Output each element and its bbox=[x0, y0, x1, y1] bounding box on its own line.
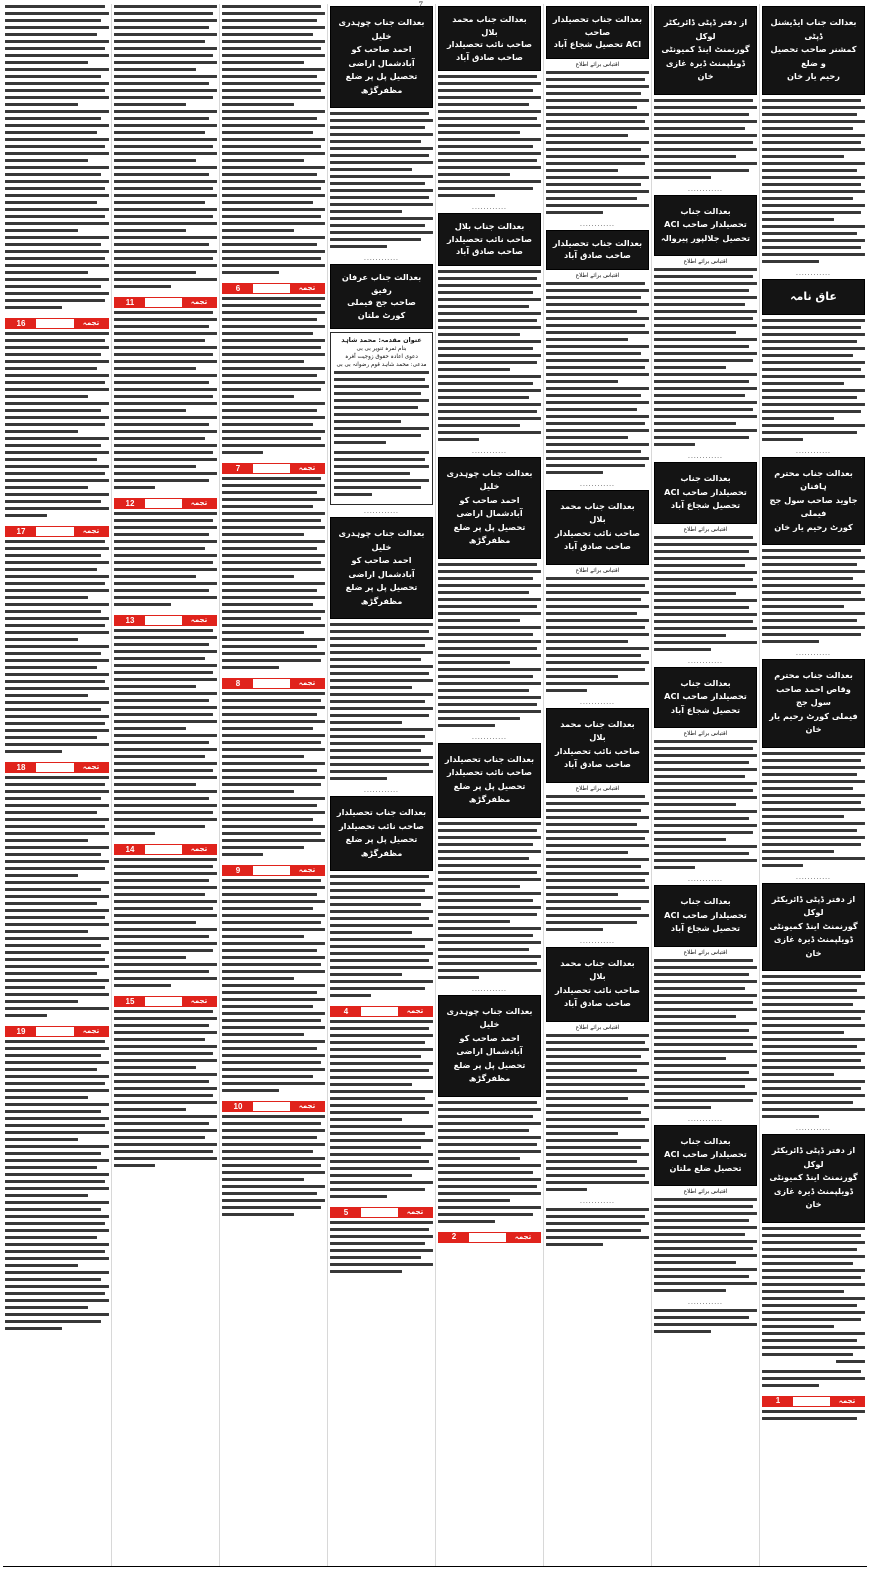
jump-bar[interactable] bbox=[222, 463, 325, 474]
notice-body bbox=[114, 310, 217, 495]
notice-kicker: اقتباس برائے اطلاع bbox=[575, 1024, 620, 1031]
notice-body bbox=[438, 74, 541, 203]
headline-line: تحصیل پل پر ضلع مظفرگڑھ bbox=[345, 582, 418, 606]
jump-label: تجمہ bbox=[290, 464, 324, 473]
notice-separator: ............ bbox=[688, 453, 723, 460]
notice-body bbox=[654, 1308, 757, 1339]
column-grid bbox=[3, 4, 867, 1566]
notice-body bbox=[5, 4, 109, 315]
column-2 bbox=[651, 4, 759, 1566]
headline-line: تحصیلدار صاحب ACI bbox=[664, 219, 747, 229]
headline-line: تحصیل پل پر ضلع مظفرگڑھ bbox=[453, 521, 526, 545]
case-title bbox=[334, 336, 429, 344]
notice-body bbox=[114, 4, 217, 294]
jump-gap bbox=[36, 527, 74, 536]
case-title-label: عنوان مقدمہ: bbox=[378, 336, 422, 344]
headline-line: بعدالت جناب محمد بلال bbox=[560, 718, 635, 742]
jump-label: تجمہ bbox=[182, 298, 216, 307]
notice-body bbox=[654, 1197, 757, 1298]
notice-body bbox=[114, 511, 217, 612]
notice-body bbox=[222, 1114, 325, 1222]
headline-line: بعدالت جناب محترم ہافنان bbox=[774, 467, 853, 491]
notice-separator: ............ bbox=[796, 1125, 831, 1132]
jump-gap bbox=[145, 616, 182, 625]
notice-body bbox=[114, 1009, 217, 1173]
notice-kicker: اقتباس برائے اطلاع bbox=[575, 272, 620, 279]
jump-gap bbox=[253, 284, 290, 293]
headline-box bbox=[546, 708, 649, 783]
notice-body bbox=[762, 751, 865, 873]
headline-box bbox=[762, 883, 865, 972]
headline-line: بعدالت جناب بلال bbox=[454, 221, 525, 231]
notice-body bbox=[762, 548, 865, 649]
notice-kicker: اقتباس برائے اطلاع bbox=[683, 731, 728, 737]
notice-body bbox=[330, 1220, 433, 1279]
headline-line: صاحب صادق آباد bbox=[564, 250, 631, 260]
headline-line: تحصیل جلالپور پیروالہ bbox=[660, 232, 751, 243]
headline-box bbox=[762, 6, 865, 95]
headline-line: احمد صاحب کو آبادشمال اراضی bbox=[456, 1032, 523, 1056]
jump-bar[interactable] bbox=[438, 1232, 541, 1243]
case-plaintiff bbox=[334, 362, 429, 368]
headline-line: احمد صاحب کو آبادشمال اراضی bbox=[348, 555, 415, 579]
jump-label: تجمہ bbox=[398, 1208, 432, 1217]
notice-body bbox=[762, 318, 865, 447]
headline-line: ڈویلپمنٹ ڈیرہ غازی خان bbox=[773, 1185, 854, 1209]
jump-label: تجمہ bbox=[74, 1027, 108, 1036]
jump-label: تجمہ bbox=[182, 499, 216, 508]
jump-bar[interactable] bbox=[330, 1006, 433, 1017]
jump-bar[interactable] bbox=[5, 318, 109, 329]
headline-line: از دفتر ڈپٹی ڈائریکٹر لوکل bbox=[771, 893, 856, 917]
column-5 bbox=[327, 4, 435, 1566]
headline-line: از دفتر ڈپٹی ڈائریکٹر لوکل bbox=[663, 17, 748, 41]
headline-line: بعدالت جناب تحصیلدار bbox=[444, 753, 535, 764]
case-title-value: محمد شاہد bbox=[341, 336, 377, 344]
notice-body bbox=[5, 1039, 109, 1336]
jump-label: تجمہ bbox=[74, 319, 108, 328]
notice-body bbox=[5, 331, 109, 523]
headline-box bbox=[654, 6, 757, 95]
headline-line: رحیم یار خان bbox=[787, 71, 840, 81]
notice-body bbox=[222, 878, 325, 1098]
notice-body bbox=[438, 562, 541, 733]
notice-body bbox=[334, 450, 429, 502]
jump-number: 11 bbox=[115, 298, 145, 307]
notice-kicker: اقتباس برائے اطلاع bbox=[683, 1189, 728, 1195]
headline-line: صاحب نائب تحصیلدار bbox=[446, 767, 533, 777]
case-plaintiff-label: مدعی: bbox=[410, 362, 427, 368]
headline-line: تحصیلدار صاحب ACI bbox=[664, 691, 747, 701]
jump-gap bbox=[36, 319, 74, 328]
jump-bar[interactable] bbox=[222, 865, 325, 876]
notice-kicker: اقتباس برائے اطلاع bbox=[575, 785, 620, 792]
headline-line: بعدالت جناب چوہدری خلیل bbox=[446, 1005, 533, 1029]
headline-line: فیملی کورٹ رحیم یار خان bbox=[769, 710, 858, 734]
headline-box bbox=[762, 659, 865, 748]
jump-label: تجمہ bbox=[830, 1397, 864, 1406]
headline-line: جاوید صاحب سول جج فیملی bbox=[769, 494, 858, 518]
jump-gap bbox=[36, 1027, 74, 1036]
headline-line: عاق نامہ bbox=[790, 289, 837, 303]
jump-bar[interactable] bbox=[114, 996, 217, 1007]
notice-separator: ............ bbox=[580, 698, 615, 706]
jump-gap bbox=[253, 866, 290, 875]
headline-box bbox=[330, 264, 433, 329]
jump-bar[interactable] bbox=[114, 297, 217, 308]
headline-box bbox=[330, 517, 433, 619]
case-party-line: بنام ثمرہ تنویر بی بی bbox=[356, 346, 407, 352]
column-7 bbox=[111, 4, 219, 1566]
jump-number: 15 bbox=[115, 997, 145, 1006]
jump-bar[interactable] bbox=[762, 1396, 865, 1407]
headline-box bbox=[438, 213, 541, 266]
jump-label: تجمہ bbox=[290, 866, 324, 875]
jump-label: تجمہ bbox=[290, 1102, 324, 1111]
jump-gap bbox=[253, 464, 290, 473]
notice-body bbox=[546, 70, 649, 220]
notice-kicker: اقتباس برائے اطلاع bbox=[575, 567, 620, 574]
column-6 bbox=[219, 4, 327, 1566]
headline-line: بعدالت جناب چوہدری خلیل bbox=[446, 467, 533, 491]
jump-number: 6 bbox=[223, 284, 253, 293]
notice-body bbox=[5, 775, 109, 1023]
headline-line: بعدالت جناب تحصیلدار bbox=[336, 807, 427, 817]
headline-line: احمد صاحب کو آبادشمال اراضی bbox=[456, 494, 523, 518]
notice-separator: ............ bbox=[364, 255, 399, 262]
jump-number: 14 bbox=[115, 845, 145, 854]
case-subject-line: دعوی اعادہ حقوق زوجیت آفرہ bbox=[345, 354, 418, 360]
notice-separator: ............ bbox=[796, 269, 831, 277]
jump-bar[interactable] bbox=[114, 498, 217, 509]
headline-box bbox=[546, 230, 649, 270]
headline-line: بعدالت جناب محترم bbox=[774, 670, 853, 680]
headline-box bbox=[438, 457, 541, 559]
notice-body bbox=[222, 476, 325, 675]
headline-box bbox=[654, 1125, 757, 1187]
headline-line: ACI تحصیل شجاع آباد bbox=[553, 39, 642, 49]
notice-body bbox=[438, 821, 541, 985]
jump-bar[interactable] bbox=[222, 1101, 325, 1112]
jump-label: تجمہ bbox=[182, 845, 216, 854]
headline-line: صاحب صادق آباد bbox=[456, 51, 523, 62]
notice-separator: ............ bbox=[796, 650, 831, 657]
notice-kicker: اقتباس برائے اطلاع bbox=[683, 259, 728, 265]
notice-separator: ............ bbox=[472, 204, 507, 211]
headline-line: بعدالت جناب bbox=[680, 1135, 731, 1146]
jump-number: 13 bbox=[115, 616, 145, 625]
notice-separator: ............ bbox=[688, 1299, 723, 1306]
headline-line: تحصیل پل پر ضلع مظفرگڑھ bbox=[345, 71, 418, 95]
notice-body bbox=[546, 794, 649, 937]
notice-separator: ............ bbox=[796, 447, 831, 455]
jump-label: تجمہ bbox=[182, 997, 216, 1006]
headline-line: صاحب نائب تحصیلدار bbox=[554, 527, 641, 538]
notice-separator: ............ bbox=[580, 1197, 615, 1205]
headline-line: بعدالت جناب bbox=[680, 896, 731, 906]
headline-line: صاحب صادق آباد bbox=[564, 759, 631, 769]
headline-line: بعدالت جناب تحصیلدار bbox=[552, 237, 643, 248]
column-4 bbox=[435, 4, 543, 1566]
jump-label: تجمہ bbox=[290, 679, 324, 688]
notice-body bbox=[330, 1019, 433, 1204]
notice-body bbox=[330, 111, 433, 254]
headline-line: احمد صاحب کو آبادشمال اراضی bbox=[348, 44, 415, 68]
headline-line: تحصیلدار صاحب ACI bbox=[664, 909, 747, 920]
notice-kicker: اقتباس برائے اطلاع bbox=[683, 949, 728, 956]
headline-box bbox=[654, 462, 757, 524]
notice-body bbox=[330, 874, 433, 1003]
headline-line: گورنمنٹ اینڈ کمیونٹی bbox=[661, 44, 750, 54]
jump-label: تجمہ bbox=[398, 1007, 432, 1016]
notice-separator: ............ bbox=[364, 508, 399, 515]
headline-box bbox=[762, 457, 865, 546]
jump-gap bbox=[145, 298, 182, 307]
notice-body bbox=[114, 628, 217, 841]
headline-line: صاحب نائب تحصیلدار bbox=[446, 233, 533, 244]
notice-separator: ............ bbox=[688, 657, 723, 665]
notice-separator: ............ bbox=[472, 985, 507, 993]
notice-body bbox=[654, 98, 757, 185]
notice-body bbox=[762, 974, 865, 1124]
jump-bar[interactable] bbox=[114, 844, 217, 855]
jump-number: 12 bbox=[115, 499, 145, 508]
headline-line: بعدالت جناب محمد بلال bbox=[560, 957, 635, 981]
jump-number: 17 bbox=[6, 527, 36, 536]
notice-body bbox=[762, 1369, 865, 1393]
notice-separator: ............ bbox=[580, 480, 615, 488]
headline-line: تحصیلدار صاحب ACI bbox=[664, 486, 747, 497]
jump-number: 8 bbox=[223, 679, 253, 688]
column-3 bbox=[543, 4, 651, 1566]
notice-body bbox=[762, 1409, 865, 1426]
headline-box bbox=[546, 6, 649, 59]
jump-number: 9 bbox=[223, 866, 253, 875]
headline-box bbox=[762, 279, 865, 315]
headline-line: تحصیل پل پر ضلع مظفرگڑھ bbox=[345, 834, 418, 858]
jump-label: تجمہ bbox=[182, 616, 216, 625]
notice-kicker: اقتباس برائے اطلاع bbox=[683, 526, 728, 533]
headline-line: تحصیل شجاع آباد bbox=[670, 500, 741, 510]
headline-line: بعدالت جناب چوہدری خلیل bbox=[338, 17, 425, 41]
jump-label: تجمہ bbox=[74, 527, 108, 536]
headline-line: تحصیل پل پر ضلع مظفرگڑھ bbox=[453, 1059, 526, 1083]
headline-box bbox=[654, 667, 757, 729]
case-plaintiff-value: محمد شاہد قوم رضوانہ بی بی bbox=[336, 362, 409, 368]
jump-number: 16 bbox=[6, 319, 36, 328]
headline-line: صاحب صادق آباد bbox=[456, 246, 523, 256]
headline-line: صاحب نائب تحصیلدار bbox=[554, 745, 641, 756]
jump-gap bbox=[145, 499, 182, 508]
case-block bbox=[330, 332, 433, 505]
jump-number: 5 bbox=[331, 1208, 361, 1217]
notice-separator: ............ bbox=[580, 937, 615, 945]
headline-line: تحصیل ضلع ملتان bbox=[669, 1162, 742, 1173]
headline-line: بعدالت جناب bbox=[680, 677, 731, 688]
notice-body bbox=[438, 1100, 541, 1229]
headline-box bbox=[438, 995, 541, 1097]
headline-line: صاحب صادق آباد bbox=[564, 998, 631, 1008]
notice-body bbox=[546, 1207, 649, 1252]
headline-line: بعدالت جناب عرفان رفیق bbox=[341, 272, 422, 295]
jump-gap bbox=[145, 845, 182, 854]
headline-line: بعدالت جناب bbox=[680, 473, 731, 483]
footer-rule bbox=[3, 1566, 867, 1567]
notice-separator: ............ bbox=[688, 876, 723, 883]
page-folio: 7 bbox=[418, 0, 423, 10]
notice-body bbox=[114, 857, 217, 993]
jump-bar[interactable] bbox=[5, 762, 109, 773]
jump-number: 1 bbox=[763, 1397, 793, 1406]
jump-number: 18 bbox=[6, 763, 36, 772]
notice-body bbox=[222, 4, 325, 280]
jump-gap bbox=[36, 763, 74, 772]
headline-line: تحصیلدار صاحب ACI bbox=[664, 1149, 747, 1159]
jump-bar[interactable] bbox=[330, 1207, 433, 1218]
notice-body bbox=[330, 622, 433, 786]
headline-line: بعدالت جناب bbox=[680, 205, 731, 216]
notice-separator: ............ bbox=[796, 873, 831, 881]
headline-line: بعدالت جناب چوہدری خلیل bbox=[338, 528, 425, 552]
notice-body bbox=[5, 539, 109, 759]
headline-box bbox=[438, 743, 541, 818]
jump-number: 19 bbox=[6, 1027, 36, 1036]
notice-body bbox=[546, 281, 649, 480]
notice-body bbox=[546, 1033, 649, 1197]
notice-body bbox=[762, 98, 865, 269]
headline-line: صاحب صادق آباد bbox=[564, 541, 631, 551]
headline-box bbox=[546, 947, 649, 1022]
headline-box bbox=[762, 1134, 865, 1223]
jump-number: 4 bbox=[331, 1007, 361, 1016]
notice-body bbox=[222, 296, 325, 460]
jump-number: 7 bbox=[223, 464, 253, 473]
jump-label: تجمہ bbox=[506, 1233, 540, 1242]
headline-line: بعدالت جناب محمد بلال bbox=[560, 500, 635, 524]
headline-line: گورنمنٹ اینڈ کمیونٹی bbox=[769, 1172, 858, 1182]
headline-line: تحصیل پل پر ضلع مظفرگڑھ bbox=[453, 780, 526, 804]
jump-bar[interactable] bbox=[5, 526, 109, 537]
headline-line: بعدالت جناب تحصیلدار صاحب bbox=[552, 14, 643, 37]
headline-line: گورنمنٹ اینڈ کمیونٹی bbox=[769, 920, 858, 931]
jump-gap bbox=[361, 1007, 398, 1016]
notice-separator: ............ bbox=[580, 220, 615, 228]
notice-body bbox=[654, 958, 757, 1115]
jump-gap bbox=[361, 1208, 398, 1217]
headline-box bbox=[654, 195, 757, 257]
notice-separator: ............ bbox=[688, 185, 723, 193]
headline-line: از دفتر ڈپٹی ڈائریکٹر لوکل bbox=[771, 1145, 856, 1169]
notice-body bbox=[222, 691, 325, 862]
headline-line: صاحب نائب تحصیلدار bbox=[446, 39, 533, 49]
jump-bar[interactable] bbox=[222, 678, 325, 689]
jump-gap bbox=[793, 1397, 830, 1406]
jump-label: تجمہ bbox=[74, 763, 108, 772]
headline-line: ڈویلپمنٹ ڈیرہ غازی خان bbox=[773, 934, 854, 958]
notice-body bbox=[334, 370, 429, 450]
headline-line: وقاص احمد صاحب سول جج bbox=[776, 683, 851, 707]
notice-separator: ............ bbox=[364, 787, 399, 794]
notice-body bbox=[546, 576, 649, 698]
jump-number: 2 bbox=[439, 1233, 469, 1242]
notice-body bbox=[654, 267, 757, 452]
headline-box bbox=[546, 490, 649, 565]
headline-line: بعدالت جناب محمد بلال bbox=[452, 14, 527, 37]
notice-separator: ............ bbox=[472, 447, 507, 455]
notice-separator: ............ bbox=[472, 733, 507, 741]
jump-gap bbox=[253, 1102, 290, 1111]
notice-body bbox=[762, 1226, 865, 1369]
jump-number: 10 bbox=[223, 1102, 253, 1111]
headline-line: صاحب نائب تحصیلدار bbox=[338, 820, 425, 831]
headline-line: ڈویلپمنٹ ڈیرہ غازی خان bbox=[665, 57, 746, 81]
headline-line: بعدالت جناب ایڈیشنل ڈپٹی bbox=[770, 17, 857, 41]
notice-separator: ............ bbox=[688, 1115, 723, 1123]
headline-line: تحصیل شجاع آباد bbox=[670, 923, 741, 933]
jump-gap bbox=[253, 679, 290, 688]
headline-line: کمشنر صاحب تحصیل و ضلع bbox=[770, 44, 857, 68]
jump-bar[interactable] bbox=[114, 615, 217, 626]
headline-line: صاحب نائب تحصیلدار bbox=[554, 984, 641, 995]
jump-label: تجمہ bbox=[290, 284, 324, 293]
jump-bar[interactable] bbox=[5, 1026, 109, 1037]
headline-line: تحصیل شجاع آباد bbox=[670, 704, 741, 715]
notice-body bbox=[654, 535, 757, 657]
headline-line: صاحب جج فیملی کورٹ ملتان bbox=[347, 297, 416, 320]
notice-kicker: اقتباس برائے اطلاع bbox=[575, 61, 620, 68]
column-1 bbox=[759, 4, 867, 1566]
headline-line: کورٹ رحیم یار خان bbox=[774, 521, 853, 532]
jump-gap bbox=[469, 1233, 506, 1242]
headline-box bbox=[330, 796, 433, 871]
headline-box bbox=[654, 885, 757, 947]
headline-box bbox=[330, 6, 433, 108]
jump-gap bbox=[145, 997, 182, 1006]
notice-body bbox=[438, 269, 541, 447]
notice-body bbox=[654, 739, 757, 875]
column-8 bbox=[3, 4, 111, 1566]
headline-box bbox=[438, 6, 541, 71]
jump-bar[interactable] bbox=[222, 283, 325, 294]
